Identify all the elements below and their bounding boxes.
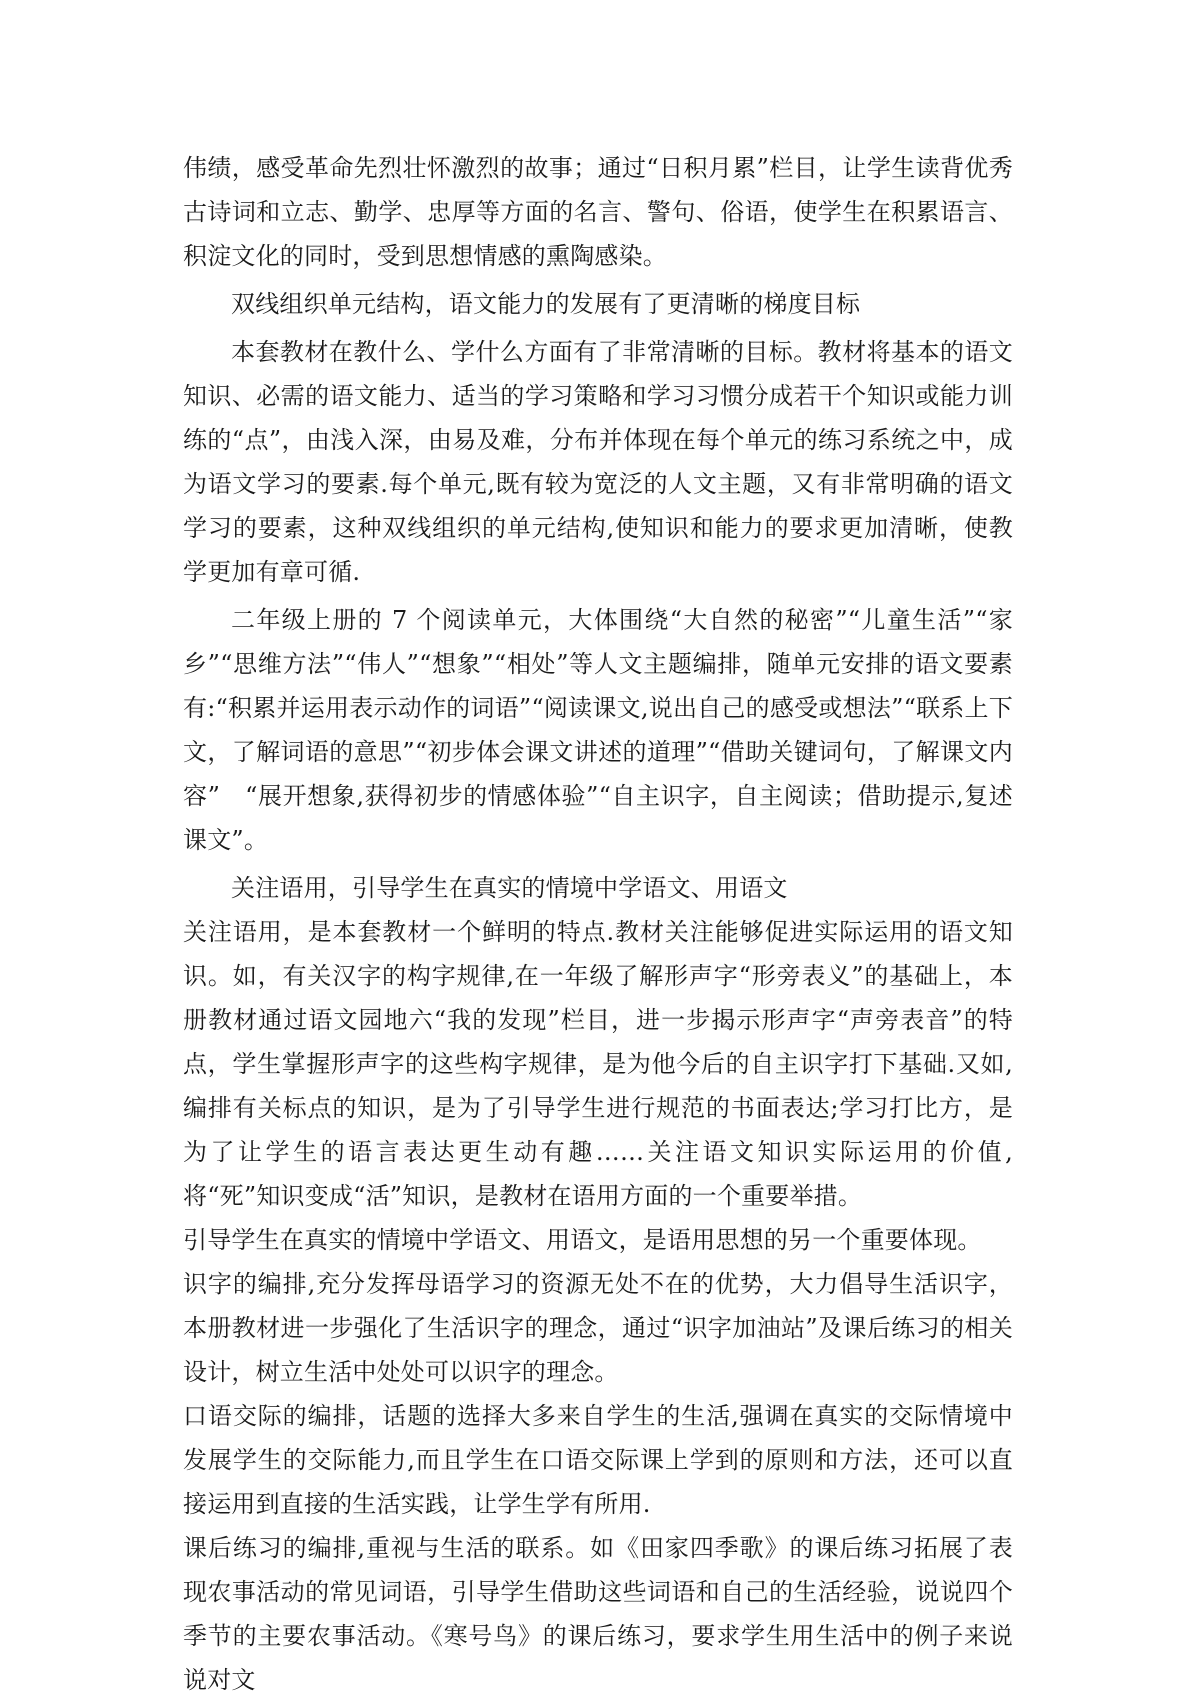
paragraph-2: 本套教材在教什么、学什么方面有了非常清晰的目标。教材将基本的语文知识、必需的语文能力、适当的学习策略和学习习惯分成若干个知识或能力训练的“点”，由浅入深，由易及难，分布并体现在每个单元的练习系统之中，成为语文学习的要素.每个单元,既有较为宽泛的人文主题，又有非常明确的语文学习的要素，这种双线组织的单元结构,使知识和能力的要求更加清晰，使教学更加有章可循. [183,338,1013,586]
section-heading-dual-line-structure: 双线组织单元结构，语文能力的发展有了更清晰的梯度目标 [231,290,861,318]
paragraph-6: 识字的编排,充分发挥母语学习的资源无处不在的优势，大力倡导生活识字，本册教材进一步强化了生活识字的理念，通过“识字加油站”及课后练习的相关设计，树立生活中处处可以识字的理念。 [183,1270,1013,1386]
paragraph-1: 伟绩，感受革命先烈壮怀激烈的故事；通过“日积月累”栏目，让学生读背优秀古诗词和立志、勤学、忠厚等方面的名言、警句、俗语，使学生在积累语言、积淀文化的同时，受到思想情感的熏陶感染。 [183,154,1013,270]
section-heading-language-use: 关注语用，引导学生在真实的情境中学语文、用语文 [231,874,788,902]
paragraph-7: 口语交际的编排，话题的选择大多来自学生的生活,强调在真实的交际情境中发展学生的交际能力,而且学生在口语交际课上学到的原则和方法，还可以直接运用到直接的生活实践，让学生学有所用. [183,1402,1013,1518]
paragraph-4: 关注语用，是本套教材一个鲜明的特点.教材关注能够促进实际运用的语文知识。如，有关汉字的构字规律,在一年级了解形声字“形旁表义”的基础上，本册教材通过语文园地六“我的发现”栏目，进一步揭示形声字“声旁表音”的特点，学生掌握形声字的这些构字规律，是为他今后的自主识字打下基础.又如,编排有关标点的知识，是为了引导学生进行规范的书面表达;学习打比方，是为了让学生的语言表达更生动有趣……关注语文知识实际运用的价值,将“死”知识变成“活”知识，是教材在语用方面的一个重要举措。 [183,918,1013,1210]
document-body [183,146,1013,1702]
paragraph-5: 引导学生在真实的情境中学语文、用语文，是语用思想的另一个重要体现。 [183,1226,982,1254]
paragraph-8: 课后练习的编排,重视与生活的联系。如《田家四季歌》的课后练习拓展了表现农事活动的常见词语，引导学生借助这些词语和自己的生活经验，说说四个季节的主要农事活动。《寒号鸟》的课后练习，要求学生用生活中的例子来说说对文 [183,1534,1013,1694]
paragraph-3: 二年级上册的 7 个阅读单元，大体围绕“大自然的秘密”“儿童生活”“家乡”“思维方法”“伟人”“想象”“相处”等人文主题编排，随单元安排的语文要素有:“积累并运用表示动作的词语”“阅读课文,说出自己的感受或想法”“联系上下文，了解词语的意思”“初步体会课文讲述的道理”“借助关键词句，了解课文内容” “展开想象,获得初步的情感体验”“自主识字，自主阅读；借助提示,复述课文”。 [183,606,1013,854]
